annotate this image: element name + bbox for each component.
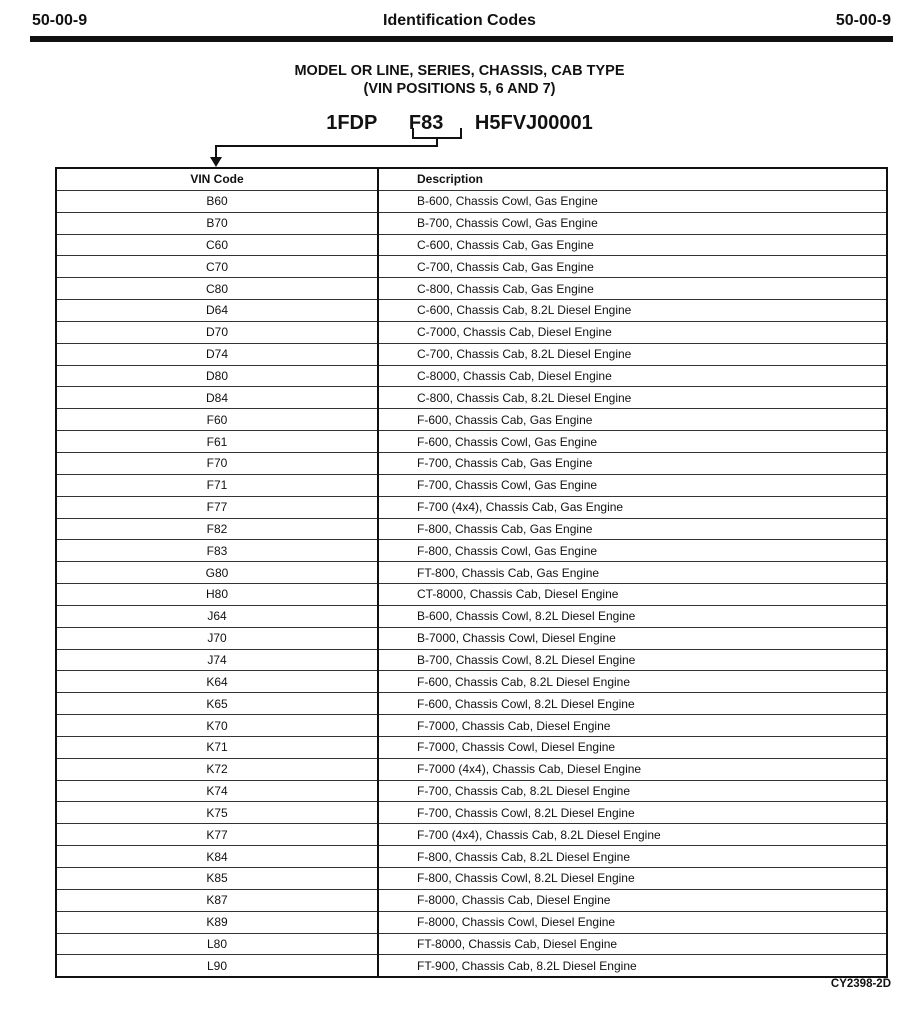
- vin-code-cell: F71: [56, 474, 378, 496]
- table-row: [56, 889, 887, 911]
- vin-code-cell: K75: [56, 802, 378, 824]
- description-cell: FT-900, Chassis Cab, 8.2L Diesel Engine: [378, 955, 887, 977]
- vin-code-cell: D70: [56, 321, 378, 343]
- table-row: [56, 540, 887, 562]
- table-row: [56, 584, 887, 606]
- table-row: [56, 518, 887, 540]
- vin-code-cell: K89: [56, 911, 378, 933]
- column-header-vin-code: VIN Code: [56, 168, 378, 190]
- description-cell: C-800, Chassis Cab, Gas Engine: [378, 278, 887, 300]
- description-cell: C-700, Chassis Cab, 8.2L Diesel Engine: [378, 343, 887, 365]
- header-rule: [30, 36, 893, 42]
- section-subtitle: (VIN POSITIONS 5, 6 AND 7): [363, 81, 556, 97]
- description-cell: FT-800, Chassis Cab, Gas Engine: [378, 562, 887, 584]
- description-cell: F-8000, Chassis Cowl, Diesel Engine: [378, 911, 887, 933]
- vin-highlight: F83: [408, 112, 444, 134]
- vin-code-cell: J70: [56, 627, 378, 649]
- description-cell: F-600, Chassis Cab, 8.2L Diesel Engine: [378, 671, 887, 693]
- table-row: [56, 343, 887, 365]
- description-cell: F-7000, Chassis Cowl, Diesel Engine: [378, 736, 887, 758]
- vin-code-cell: C60: [56, 234, 378, 256]
- vin-code-cell: F77: [56, 496, 378, 518]
- table-row: [56, 278, 887, 300]
- table-row: [56, 802, 887, 824]
- page-heading: Identification Codes: [383, 12, 536, 29]
- table-row: [56, 736, 887, 758]
- vin-code-cell: K70: [56, 715, 378, 737]
- description-cell: F-800, Chassis Cab, 8.2L Diesel Engine: [378, 846, 887, 868]
- vin-example: [0, 112, 919, 135]
- table-row: [56, 693, 887, 715]
- vin-code-cell: C80: [56, 278, 378, 300]
- table-row: [56, 649, 887, 671]
- vin-code-cell: L80: [56, 933, 378, 955]
- vin-code-cell: G80: [56, 562, 378, 584]
- vin-code-cell: K77: [56, 824, 378, 846]
- vin-code-cell: F61: [56, 431, 378, 453]
- vin-code-table: [55, 167, 888, 978]
- column-header-description: Description: [417, 172, 484, 187]
- description-cell: F-7000, Chassis Cab, Diesel Engine: [378, 715, 887, 737]
- description-cell: F-800, Chassis Cowl, 8.2L Diesel Engine: [378, 868, 887, 890]
- table-row: [56, 562, 887, 584]
- vin-code-cell: K72: [56, 758, 378, 780]
- table-row: [56, 409, 887, 431]
- description-cell: C-800, Chassis Cab, 8.2L Diesel Engine: [378, 387, 887, 409]
- description-cell: F-700 (4x4), Chassis Cab, Gas Engine: [378, 496, 887, 518]
- table-row: [56, 846, 887, 868]
- description-cell: C-600, Chassis Cab, Gas Engine: [378, 234, 887, 256]
- table-row: [56, 234, 887, 256]
- section-title: MODEL OR LINE, SERIES, CHASSIS, CAB TYPE: [294, 63, 625, 79]
- description-cell: B-700, Chassis Cowl, 8.2L Diesel Engine: [378, 649, 887, 671]
- vin-code-cell: C70: [56, 256, 378, 278]
- table-row: [56, 671, 887, 693]
- vin-code-cell: F70: [56, 452, 378, 474]
- vin-code-cell: D80: [56, 365, 378, 387]
- vin-code-cell: K87: [56, 889, 378, 911]
- table-row: [56, 300, 887, 322]
- description-cell: F-700 (4x4), Chassis Cab, 8.2L Diesel Engine: [378, 824, 887, 846]
- description-cell: F-600, Chassis Cowl, Gas Engine: [378, 431, 887, 453]
- description-cell: F-8000, Chassis Cab, Diesel Engine: [378, 889, 887, 911]
- table-row: [56, 758, 887, 780]
- description-cell: FT-8000, Chassis Cab, Diesel Engine: [378, 933, 887, 955]
- vin-code-cell: K65: [56, 693, 378, 715]
- table-row: [56, 387, 887, 409]
- description-cell: F-7000 (4x4), Chassis Cab, Diesel Engine: [378, 758, 887, 780]
- table-row: [56, 780, 887, 802]
- table-row: [56, 474, 887, 496]
- description-cell: F-600, Chassis Cab, Gas Engine: [378, 409, 887, 431]
- table-row: [56, 452, 887, 474]
- vin-code-cell: J64: [56, 605, 378, 627]
- arrow-down-icon: [210, 157, 222, 167]
- description-cell: F-700, Chassis Cowl, Gas Engine: [378, 474, 887, 496]
- table-row: [56, 190, 887, 212]
- vin-code-cell: B60: [56, 190, 378, 212]
- vin-code-cell: K64: [56, 671, 378, 693]
- description-cell: C-7000, Chassis Cab, Diesel Engine: [378, 321, 887, 343]
- page-number-left: 50-00-9: [32, 12, 88, 29]
- vin-code-cell: K74: [56, 780, 378, 802]
- vin-code-cell: H80: [56, 584, 378, 606]
- description-cell: F-700, Chassis Cab, 8.2L Diesel Engine: [378, 780, 887, 802]
- description-cell: B-600, Chassis Cowl, Gas Engine: [378, 190, 887, 212]
- description-cell: F-600, Chassis Cowl, 8.2L Diesel Engine: [378, 693, 887, 715]
- vin-prefix: 1FDP: [326, 112, 378, 134]
- table-row: [56, 933, 887, 955]
- vin-code-cell: K85: [56, 868, 378, 890]
- description-cell: C-8000, Chassis Cab, Diesel Engine: [378, 365, 887, 387]
- table-row: [56, 605, 887, 627]
- description-cell: C-700, Chassis Cab, Gas Engine: [378, 256, 887, 278]
- vin-code-cell: F60: [56, 409, 378, 431]
- table-row: [56, 365, 887, 387]
- table-row: [56, 955, 887, 977]
- description-cell: B-700, Chassis Cowl, Gas Engine: [378, 212, 887, 234]
- table-row: [56, 212, 887, 234]
- description-cell: F-800, Chassis Cowl, Gas Engine: [378, 540, 887, 562]
- description-cell: F-700, Chassis Cab, Gas Engine: [378, 452, 887, 474]
- table-row: [56, 321, 887, 343]
- table-row: [56, 824, 887, 846]
- table-row: [56, 868, 887, 890]
- table-row: [56, 496, 887, 518]
- table-row: [56, 256, 887, 278]
- description-cell: F-800, Chassis Cab, Gas Engine: [378, 518, 887, 540]
- table-row: [56, 431, 887, 453]
- page-number-right: 50-00-9: [835, 12, 891, 29]
- table-row: [56, 715, 887, 737]
- description-cell: CT-8000, Chassis Cab, Diesel Engine: [378, 584, 887, 606]
- vin-code-cell: F83: [56, 540, 378, 562]
- description-cell: B-7000, Chassis Cowl, Diesel Engine: [378, 627, 887, 649]
- vin-code-cell: B70: [56, 212, 378, 234]
- table-row: [56, 627, 887, 649]
- vin-code-cell: D64: [56, 300, 378, 322]
- vin-code-cell: J74: [56, 649, 378, 671]
- vin-code-cell: L90: [56, 955, 378, 977]
- description-cell: F-700, Chassis Cowl, 8.2L Diesel Engine: [378, 802, 887, 824]
- vin-code-cell: D84: [56, 387, 378, 409]
- description-cell: B-600, Chassis Cowl, 8.2L Diesel Engine: [378, 605, 887, 627]
- table-row: [56, 911, 887, 933]
- figure-id: CY2398-2D: [830, 978, 891, 990]
- vin-code-cell: K71: [56, 736, 378, 758]
- vin-suffix: H5FVJ00001: [474, 112, 593, 134]
- vin-code-cell: K84: [56, 846, 378, 868]
- vin-code-cell: F82: [56, 518, 378, 540]
- description-cell: C-600, Chassis Cab, 8.2L Diesel Engine: [378, 300, 887, 322]
- table-header-row: [56, 168, 887, 190]
- vin-code-cell: D74: [56, 343, 378, 365]
